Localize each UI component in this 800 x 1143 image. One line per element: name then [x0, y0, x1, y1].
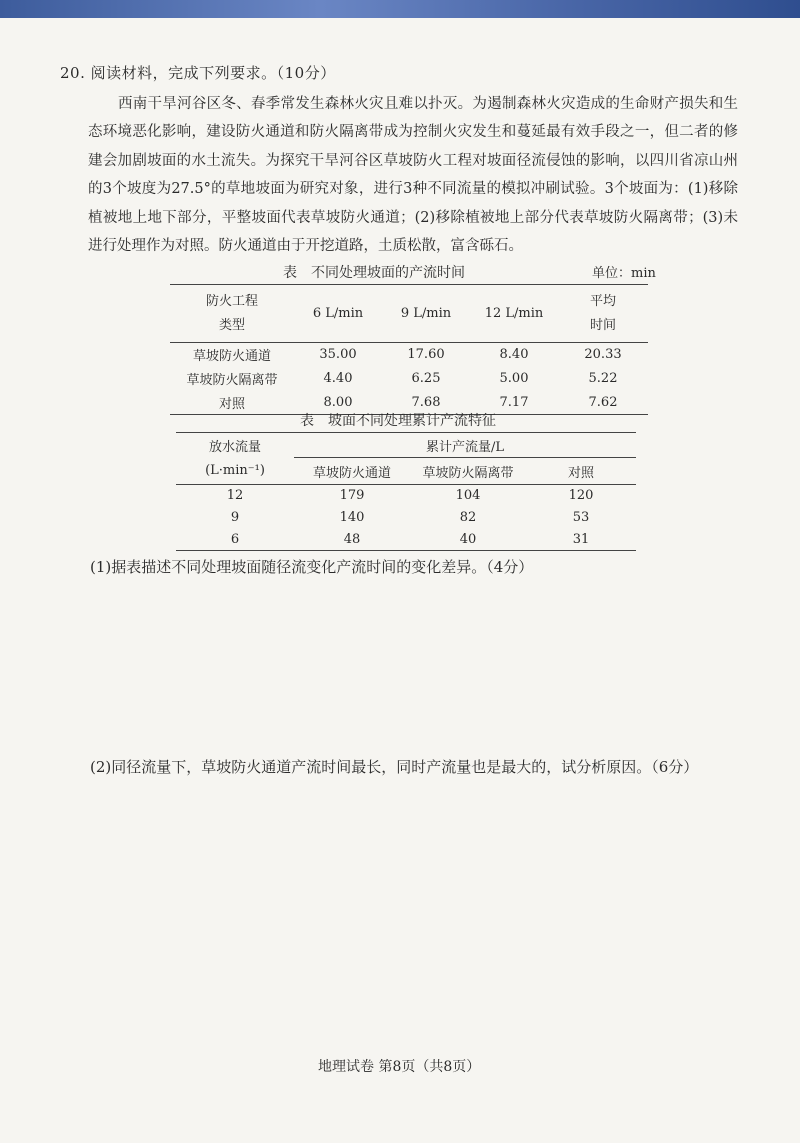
- table-cell: 7.62: [558, 391, 648, 415]
- table-cell: 5.00: [499, 371, 529, 386]
- cumulative-runoff-table: [176, 432, 636, 551]
- table1-header-avg-line1: 平均: [589, 293, 616, 309]
- table-cell: 12: [226, 488, 244, 504]
- table-row: [176, 507, 636, 529]
- table-cell: 179: [339, 488, 365, 504]
- table2-header-col1: 草坡防火通道: [294, 458, 410, 485]
- material-paragraph: 西南干旱河谷区冬、春季常发生森林火灾且难以扑灭。为遏制森林火灾造成的生命财产损失和生态环境恶化影响，建设防火通道和防火隔离带成为控制火灾发生和蔓延最有效手段之一，但二者的修建会加剧坡面的水土流失。为探究干旱河谷区草坡防火工程对坡面径流侵蚀的影响，以四川省凉山州的3个坡度为27.5°的草地坡面为研究对象，进行3种不同流量的模拟冲刷试验。3个坡面为：(1)移除植被地上地下部分，平整坡面代表草坡防火通道；(2)移除植被地上部分代表草坡防火隔离带；(3)未进行处理作为对照。防火通道由于开挖道路，土质松散，富含砾石。: [88, 96, 738, 255]
- table2-header-flow-line2: (L·min⁻¹): [176, 458, 294, 485]
- table-row: [170, 367, 648, 391]
- runoff-time-table: [170, 284, 648, 415]
- table1-caption: 表 不同处理坡面的产流时间: [283, 265, 465, 281]
- table-cell: 140: [339, 510, 365, 525]
- table1-header-avg-line2: 时间: [589, 317, 616, 333]
- table-cell: 9: [230, 510, 240, 525]
- table-row: [170, 343, 648, 367]
- table-cell: 53: [572, 510, 590, 525]
- table2-header-group: 累计产流量/L: [294, 433, 636, 458]
- table-cell: 6.25: [411, 371, 441, 386]
- table1-header-row: [170, 285, 648, 343]
- table-cell: 4.40: [323, 371, 353, 386]
- table2-header-flow-line1: 放水流量: [176, 433, 294, 458]
- table-cell: 草坡防火通道: [192, 349, 271, 365]
- table-cell: 7.68: [382, 391, 470, 415]
- table-cell: 31: [526, 529, 636, 551]
- table-cell: 8.00: [294, 391, 382, 415]
- table1-header-avg: [558, 285, 648, 343]
- table-cell: 120: [568, 488, 594, 504]
- sub-question-2: (2)同径流量下，草坡防火通道产流时间最长，同时产流量也是最大的，试分析原因。（6分）: [90, 758, 699, 776]
- table-cell: 7.17: [470, 391, 558, 415]
- table1-header-flow2: 9 L/min: [382, 285, 470, 343]
- table1-header-type-line1: 防火工程: [205, 293, 258, 309]
- table-cell: 40: [410, 529, 526, 551]
- table2-header-col2: 草坡防火隔离带: [410, 458, 526, 485]
- table-cell: 17.60: [407, 347, 445, 363]
- table1-header-type: [170, 285, 294, 343]
- table1-header-flow1: 6 L/min: [294, 285, 382, 343]
- table-row: [176, 485, 636, 507]
- table2-caption: 表 坡面不同处理累计产流特征: [300, 413, 496, 429]
- table2-header-row1: [176, 433, 636, 458]
- sub-question-1: (1)据表描述不同处理坡面随径流变化产流时间的变化差异。（4分）: [90, 558, 534, 576]
- table-cell: 35.00: [319, 347, 357, 363]
- table-cell: 104: [455, 488, 481, 504]
- table1-header-type-line2: 类型: [218, 317, 245, 333]
- table-cell: 6: [176, 529, 294, 551]
- table2-header-row2: [176, 458, 636, 485]
- table-cell: 8.40: [499, 347, 529, 363]
- table1-header-flow3: 12 L/min: [470, 285, 558, 343]
- table-cell: 20.33: [584, 347, 622, 363]
- table1-unit: 单位：min: [592, 266, 656, 281]
- page-footer: 地理试卷 第8页（共8页）: [318, 1059, 481, 1075]
- table-cell: 对照: [170, 391, 294, 415]
- table-cell: 82: [459, 510, 477, 525]
- table2-header-col3: 对照: [526, 458, 636, 485]
- question-title: 20. 阅读材料，完成下列要求。（10分）: [60, 64, 336, 82]
- table-cell: 草坡防火隔离带: [186, 373, 278, 388]
- table-cell: 5.22: [588, 371, 618, 386]
- table-row: [176, 529, 636, 551]
- table-cell: 48: [294, 529, 410, 551]
